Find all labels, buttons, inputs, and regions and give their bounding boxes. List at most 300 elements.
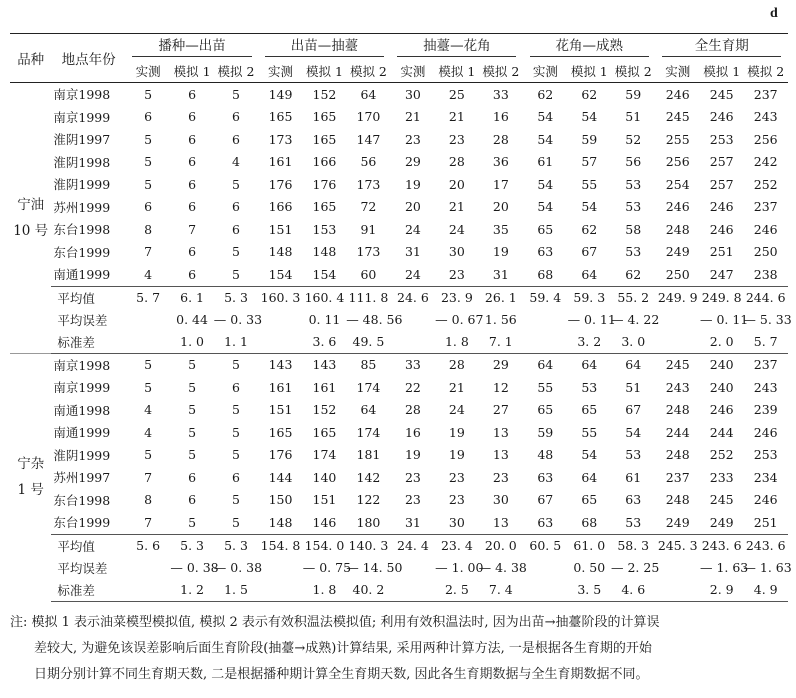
value-cell: 248 xyxy=(665,221,690,237)
stat-value-cell: 4. 9 xyxy=(743,579,788,602)
table-row xyxy=(10,151,788,174)
variety-name: 10 号 xyxy=(13,222,49,239)
value-cell: 61 xyxy=(625,469,642,485)
value-cell: 17 xyxy=(492,176,509,192)
value-cell: 54 xyxy=(581,199,598,215)
value-cell: 54 xyxy=(537,109,554,125)
value-cell: 5 xyxy=(188,447,197,463)
value-cell: 148 xyxy=(312,244,337,260)
value-cell: 165 xyxy=(312,199,337,215)
header-subcol: 模拟 2 xyxy=(611,59,655,83)
stat-value-cell: 2. 9 xyxy=(700,579,743,602)
header-subcol: 模拟 1 xyxy=(568,59,611,83)
value-cell: 7 xyxy=(144,514,153,530)
value-cell: 5 xyxy=(232,402,240,418)
stat-value-cell: 1. 8 xyxy=(303,579,346,602)
stat-value-cell: — 1. 63 xyxy=(743,560,792,575)
value-cell: 5 xyxy=(188,402,197,418)
location-year-cell: 南京1998 xyxy=(51,353,125,376)
value-cell: 53 xyxy=(625,244,642,260)
value-cell: 8 xyxy=(144,492,153,508)
header-subcol: 模拟 2 xyxy=(479,59,523,83)
header-subcol: 实测 xyxy=(258,59,302,83)
value-cell: 255 xyxy=(665,131,690,147)
stat-value-cell: 5. 7 xyxy=(743,331,788,354)
value-cell: 153 xyxy=(312,221,337,237)
header-variety: 品种 xyxy=(10,34,51,83)
value-cell: 181 xyxy=(356,447,381,463)
location-year-cell: 东台1999 xyxy=(53,515,111,531)
value-cell: 142 xyxy=(356,469,381,485)
value-cell: 6 xyxy=(144,109,153,125)
value-cell: 237 xyxy=(753,86,778,102)
value-cell: 64 xyxy=(360,86,377,102)
value-cell: 151 xyxy=(268,221,293,237)
stat-value-cell: 20. 0 xyxy=(479,534,523,557)
header-stage: 播种—出苗 xyxy=(126,34,258,60)
stat-value-cell xyxy=(258,331,302,354)
value-cell: 234 xyxy=(753,469,778,485)
table-row xyxy=(10,196,788,219)
value-cell: 148 xyxy=(268,244,293,260)
value-cell: 6 xyxy=(188,109,197,125)
value-cell: 67 xyxy=(537,492,554,508)
location-year-cell: 东台1999 xyxy=(53,244,111,260)
value-cell: 256 xyxy=(665,154,690,170)
value-cell: 144 xyxy=(268,469,293,485)
value-cell: 247 xyxy=(709,266,734,282)
value-cell: 8 xyxy=(144,221,153,237)
value-cell: 6 xyxy=(188,86,197,102)
stat-value-cell xyxy=(523,309,567,331)
header-stage: 花角—成熟 xyxy=(523,34,655,60)
stat-value-cell: 243. 6 xyxy=(700,534,743,557)
value-cell: 152 xyxy=(312,86,337,102)
stat-value-cell xyxy=(655,579,699,602)
value-cell: 151 xyxy=(268,402,293,418)
value-cell: 54 xyxy=(625,424,642,440)
value-cell: 238 xyxy=(753,266,778,282)
variety-name: 1 号 xyxy=(17,482,44,499)
value-cell: 19 xyxy=(448,424,465,440)
stat-label: 标准差 xyxy=(51,331,125,354)
value-cell: 257 xyxy=(709,176,734,192)
stat-value-cell: 7. 4 xyxy=(479,579,523,602)
value-cell: 242 xyxy=(753,154,778,170)
value-cell: 5 xyxy=(232,514,240,530)
value-cell: 6 xyxy=(232,221,240,237)
value-cell: 28 xyxy=(448,154,465,170)
stat-value-cell: 1. 5 xyxy=(214,579,258,602)
value-cell: 6 xyxy=(188,469,197,485)
value-cell: 252 xyxy=(753,176,778,192)
value-cell: 19 xyxy=(492,244,509,260)
value-cell: 5 xyxy=(214,353,258,376)
value-cell: 5 xyxy=(170,353,213,376)
header-subcol: 模拟 1 xyxy=(303,59,346,83)
value-cell: 7 xyxy=(188,221,197,237)
location-year-cell: 淮阴1999 xyxy=(53,177,111,193)
stat-row xyxy=(10,331,788,354)
value-cell: 161 xyxy=(268,379,293,395)
value-cell: 23 xyxy=(448,266,465,282)
value-cell: 63 xyxy=(625,492,642,508)
value-cell: 249 xyxy=(665,244,690,260)
value-cell: 166 xyxy=(268,199,293,215)
value-cell: 239 xyxy=(753,402,778,418)
value-cell: 54 xyxy=(537,176,554,192)
stat-label: 平均值 xyxy=(51,286,125,309)
stat-value-cell xyxy=(523,579,567,602)
location-year-cell: 南通1998 xyxy=(53,402,111,418)
value-cell: 54 xyxy=(537,131,554,147)
value-cell: 57 xyxy=(581,154,598,170)
value-cell: 12 xyxy=(492,379,509,395)
value-cell: 33 xyxy=(492,86,509,102)
stat-value-cell: 26. 1 xyxy=(479,286,523,309)
value-cell: 19 xyxy=(404,176,421,192)
value-cell: 6 xyxy=(188,199,197,215)
value-cell: 240 xyxy=(700,353,743,376)
value-cell: 28 xyxy=(404,402,421,418)
stat-value-cell: — 1. 63 xyxy=(699,560,749,575)
value-cell: 20 xyxy=(448,176,465,192)
location-year-cell: 淮阴1998 xyxy=(53,154,111,170)
stat-value-cell: — 0. 75 xyxy=(302,560,352,575)
value-cell: 246 xyxy=(709,402,734,418)
value-cell: 251 xyxy=(753,514,778,530)
value-cell: 5 xyxy=(126,353,170,376)
stat-value-cell: — 2. 25 xyxy=(611,560,660,575)
stat-label: 平均值 xyxy=(51,534,125,557)
table-row xyxy=(10,263,788,286)
unit-label: d xyxy=(770,6,778,21)
value-cell: 19 xyxy=(448,447,465,463)
stat-value-cell: 3. 2 xyxy=(568,331,611,354)
value-cell: 6 xyxy=(188,244,197,260)
stat-value-cell: — 0. 67 xyxy=(435,312,484,327)
value-cell: 253 xyxy=(753,447,778,463)
value-cell: 30 xyxy=(448,514,465,530)
value-cell: 21 xyxy=(448,379,465,395)
value-cell: 51 xyxy=(625,379,642,395)
value-cell: 243 xyxy=(753,379,778,395)
value-cell: 233 xyxy=(709,469,734,485)
value-cell: 246 xyxy=(709,109,734,125)
stat-value-cell: 24. 6 xyxy=(391,286,435,309)
value-cell: 64 xyxy=(581,266,598,282)
stat-value-cell: 49. 5 xyxy=(346,331,390,354)
value-cell: 85 xyxy=(346,353,390,376)
value-cell: 6 xyxy=(232,469,240,485)
stat-value-cell xyxy=(655,331,699,354)
stat-value-cell: 0. 11 xyxy=(308,312,341,327)
value-cell: 174 xyxy=(356,424,381,440)
stat-value-cell xyxy=(391,579,435,602)
variety-cell xyxy=(10,83,51,354)
value-cell: 20 xyxy=(492,199,509,215)
value-cell: 28 xyxy=(435,353,478,376)
value-cell: 36 xyxy=(492,154,509,170)
stat-row xyxy=(10,557,788,579)
value-cell: 25 xyxy=(448,86,465,102)
header-stage: 出苗—抽薹 xyxy=(258,34,390,60)
value-cell: 30 xyxy=(448,244,465,260)
value-cell: 61 xyxy=(537,154,554,170)
value-cell: 5 xyxy=(144,447,153,463)
stat-value-cell: 1. 2 xyxy=(170,579,213,602)
stat-value-cell: 3. 0 xyxy=(611,331,655,354)
stat-value-cell xyxy=(655,557,699,579)
stat-value-cell: 60. 5 xyxy=(523,534,567,557)
value-cell: 246 xyxy=(753,221,778,237)
value-cell: 143 xyxy=(258,353,302,376)
stat-value-cell: 249. 9 xyxy=(655,286,699,309)
stat-value-cell: 5. 3 xyxy=(214,534,258,557)
value-cell: 246 xyxy=(709,199,734,215)
value-cell: 140 xyxy=(312,469,337,485)
stat-value-cell: 249. 8 xyxy=(700,286,743,309)
stat-value-cell xyxy=(391,331,435,354)
value-cell: 5 xyxy=(188,514,197,530)
stat-value-cell: 61. 0 xyxy=(568,534,611,557)
value-cell: 23 xyxy=(448,469,465,485)
stat-value-cell xyxy=(126,309,170,331)
header-subcol: 模拟 1 xyxy=(435,59,478,83)
value-cell: 246 xyxy=(753,424,778,440)
value-cell: 176 xyxy=(268,176,293,192)
value-cell: 252 xyxy=(709,447,734,463)
stat-value-cell: — 5. 33 xyxy=(743,312,792,327)
value-cell: 246 xyxy=(709,221,734,237)
value-cell: 24 xyxy=(448,402,465,418)
value-cell: 55 xyxy=(537,379,554,395)
value-cell: 170 xyxy=(356,109,381,125)
stat-value-cell: 244. 6 xyxy=(743,286,788,309)
header-stage: 抽薹—花角 xyxy=(391,34,523,60)
variety-name: 宁油 xyxy=(17,196,45,213)
value-cell: 54 xyxy=(581,109,598,125)
value-cell: 31 xyxy=(404,514,421,530)
location-year-cell: 南通1999 xyxy=(53,267,111,283)
value-cell: 6 xyxy=(188,266,197,282)
location-year-cell: 淮阴1999 xyxy=(53,447,111,463)
value-cell: 55 xyxy=(581,176,598,192)
header-location-year: 地点年份 xyxy=(51,34,125,83)
table-row xyxy=(10,466,788,489)
value-cell: 6 xyxy=(144,199,153,215)
value-cell: 253 xyxy=(709,131,734,147)
stat-value-cell: 6. 1 xyxy=(170,286,213,309)
value-cell: 64 xyxy=(360,402,377,418)
header-subcol: 模拟 2 xyxy=(346,59,390,83)
stat-value-cell xyxy=(655,309,699,331)
value-cell: 33 xyxy=(391,353,435,376)
value-cell: 51 xyxy=(625,109,642,125)
value-cell: 64 xyxy=(611,353,655,376)
header-subcol: 实测 xyxy=(391,59,435,83)
value-cell: 166 xyxy=(312,154,337,170)
value-cell: 244 xyxy=(709,424,734,440)
value-cell: 63 xyxy=(537,514,554,530)
value-cell: 154 xyxy=(268,266,293,282)
value-cell: 5 xyxy=(232,424,240,440)
table-row xyxy=(10,241,788,264)
stat-value-cell: 5. 3 xyxy=(170,534,213,557)
stat-value-cell xyxy=(258,309,302,331)
note-line: 注: 模拟 1 表示油菜模型模拟值, 模拟 2 表示有效积温法模拟值; 利用有效积温法时, 因为出苗→抽薹阶段的计算误 xyxy=(10,615,660,630)
header-stage: 全生育期 xyxy=(655,34,788,60)
table-row xyxy=(10,489,788,512)
value-cell: 151 xyxy=(312,492,337,508)
value-cell: 58 xyxy=(625,221,642,237)
value-cell: 237 xyxy=(665,469,690,485)
value-cell: 30 xyxy=(492,492,509,508)
location-year-cell: 苏州1997 xyxy=(53,470,111,486)
table-row xyxy=(10,399,788,422)
location-year-cell: 南京1998 xyxy=(53,87,111,103)
location-year-cell: 东台1998 xyxy=(53,492,111,508)
table-note xyxy=(10,610,786,688)
stat-value-cell: 160. 3 xyxy=(258,286,302,309)
stat-value-cell xyxy=(523,331,567,354)
value-cell: 165 xyxy=(268,109,293,125)
stat-value-cell: — 0. 38 xyxy=(213,560,263,575)
value-cell: 165 xyxy=(268,424,293,440)
location-year-cell: 南通1999 xyxy=(53,425,111,441)
stat-value-cell: 154. 8 xyxy=(258,534,302,557)
value-cell: 5 xyxy=(232,86,240,102)
value-cell: 62 xyxy=(581,86,598,102)
value-cell: 53 xyxy=(625,514,642,530)
value-cell: 245 xyxy=(665,109,690,125)
value-cell: 68 xyxy=(537,266,554,282)
value-cell: 59 xyxy=(537,424,554,440)
note-line: 日期分别计算不同生育期天数, 二是根据播种期计算全生育期天数, 因此各生育期数据与全生育期数据不同。 xyxy=(34,667,649,682)
table-row xyxy=(10,421,788,444)
stat-value-cell: 40. 2 xyxy=(346,579,390,602)
value-cell: 154 xyxy=(312,266,337,282)
value-cell: 30 xyxy=(404,86,421,102)
value-cell: 24 xyxy=(448,221,465,237)
value-cell: 246 xyxy=(753,492,778,508)
value-cell: 62 xyxy=(537,86,554,102)
value-cell: 4 xyxy=(144,266,153,282)
value-cell: 237 xyxy=(753,199,778,215)
stat-value-cell: 154. 0 xyxy=(303,534,346,557)
value-cell: 180 xyxy=(356,514,381,530)
value-cell: 63 xyxy=(537,244,554,260)
value-cell: 31 xyxy=(492,266,509,282)
value-cell: 29 xyxy=(479,353,523,376)
stat-label: 标准差 xyxy=(51,579,125,602)
value-cell: 5 xyxy=(188,424,197,440)
stat-value-cell: — 4. 22 xyxy=(611,312,660,327)
value-cell: 67 xyxy=(625,402,642,418)
value-cell: 244 xyxy=(665,424,690,440)
value-cell: 165 xyxy=(312,131,337,147)
stat-value-cell xyxy=(126,557,170,579)
stat-value-cell: — 0. 11 xyxy=(699,312,749,327)
value-cell: 122 xyxy=(356,492,381,508)
value-cell: 13 xyxy=(492,447,509,463)
note-line: 差较大, 为避免该误差影响后面生育阶段(抽薹→成熟)计算结果, 采用两种计算方法, 一是根据各生育期的开始 xyxy=(34,641,652,656)
stat-value-cell: 4. 6 xyxy=(611,579,655,602)
value-cell: 53 xyxy=(625,176,642,192)
value-cell: 59 xyxy=(625,86,642,102)
stat-value-cell: 2. 5 xyxy=(435,579,478,602)
stat-value-cell: 160. 4 xyxy=(303,286,346,309)
value-cell: 72 xyxy=(360,199,377,215)
stat-value-cell: — 0. 33 xyxy=(213,312,263,327)
value-cell: 56 xyxy=(625,154,642,170)
stat-value-cell: — 1. 00 xyxy=(435,560,484,575)
value-cell: 54 xyxy=(537,199,554,215)
value-cell: 22 xyxy=(404,379,421,395)
value-cell: 35 xyxy=(492,221,509,237)
value-cell: 256 xyxy=(753,131,778,147)
variety-name: 宁杂 xyxy=(17,456,45,473)
stat-row xyxy=(10,534,788,557)
value-cell: 62 xyxy=(625,266,642,282)
stat-value-cell: — 48. 56 xyxy=(346,312,403,327)
value-cell: 53 xyxy=(581,379,598,395)
value-cell: 6 xyxy=(232,199,240,215)
stat-value-cell: — 4. 38 xyxy=(478,560,527,575)
stat-value-cell: 55. 2 xyxy=(611,286,655,309)
header-subcol: 模拟 2 xyxy=(743,59,788,83)
value-cell: 63 xyxy=(537,469,554,485)
header-subcol: 模拟 1 xyxy=(700,59,743,83)
value-cell: 24 xyxy=(404,266,421,282)
value-cell: 21 xyxy=(404,109,421,125)
value-cell: 16 xyxy=(492,109,509,125)
stat-value-cell: 59. 3 xyxy=(568,286,611,309)
value-cell: 6 xyxy=(232,109,240,125)
header-subcol: 实测 xyxy=(126,59,170,83)
stat-value-cell: 1. 56 xyxy=(484,312,517,327)
value-cell: 146 xyxy=(312,514,337,530)
stat-value-cell: 0. 44 xyxy=(176,312,208,327)
value-cell: 245 xyxy=(655,353,699,376)
location-year-cell: 南京1999 xyxy=(53,380,111,396)
stat-value-cell: 1. 0 xyxy=(170,331,213,354)
value-cell: 5 xyxy=(232,244,240,260)
value-cell: 5 xyxy=(188,379,197,395)
value-cell: 65 xyxy=(581,402,598,418)
value-cell: 5 xyxy=(232,176,240,192)
header-subcol: 实测 xyxy=(523,59,567,83)
value-cell: 23 xyxy=(404,131,421,147)
stat-value-cell: 1. 8 xyxy=(435,331,478,354)
stat-value-cell: 24. 4 xyxy=(391,534,435,557)
value-cell: 173 xyxy=(356,176,381,192)
value-cell: 65 xyxy=(581,492,598,508)
stat-value-cell: 7. 1 xyxy=(479,331,523,354)
stat-row xyxy=(10,286,788,309)
value-cell: 176 xyxy=(312,176,337,192)
value-cell: 149 xyxy=(268,86,293,102)
value-cell: 23 xyxy=(448,492,465,508)
stat-value-cell: 3. 5 xyxy=(568,579,611,602)
stat-row xyxy=(10,309,788,331)
value-cell: 64 xyxy=(568,353,611,376)
location-year-cell: 南京1999 xyxy=(53,109,111,125)
value-cell: 249 xyxy=(665,514,690,530)
value-cell: 65 xyxy=(537,221,554,237)
value-cell: 64 xyxy=(581,469,598,485)
header-subcol: 模拟 1 xyxy=(170,59,213,83)
